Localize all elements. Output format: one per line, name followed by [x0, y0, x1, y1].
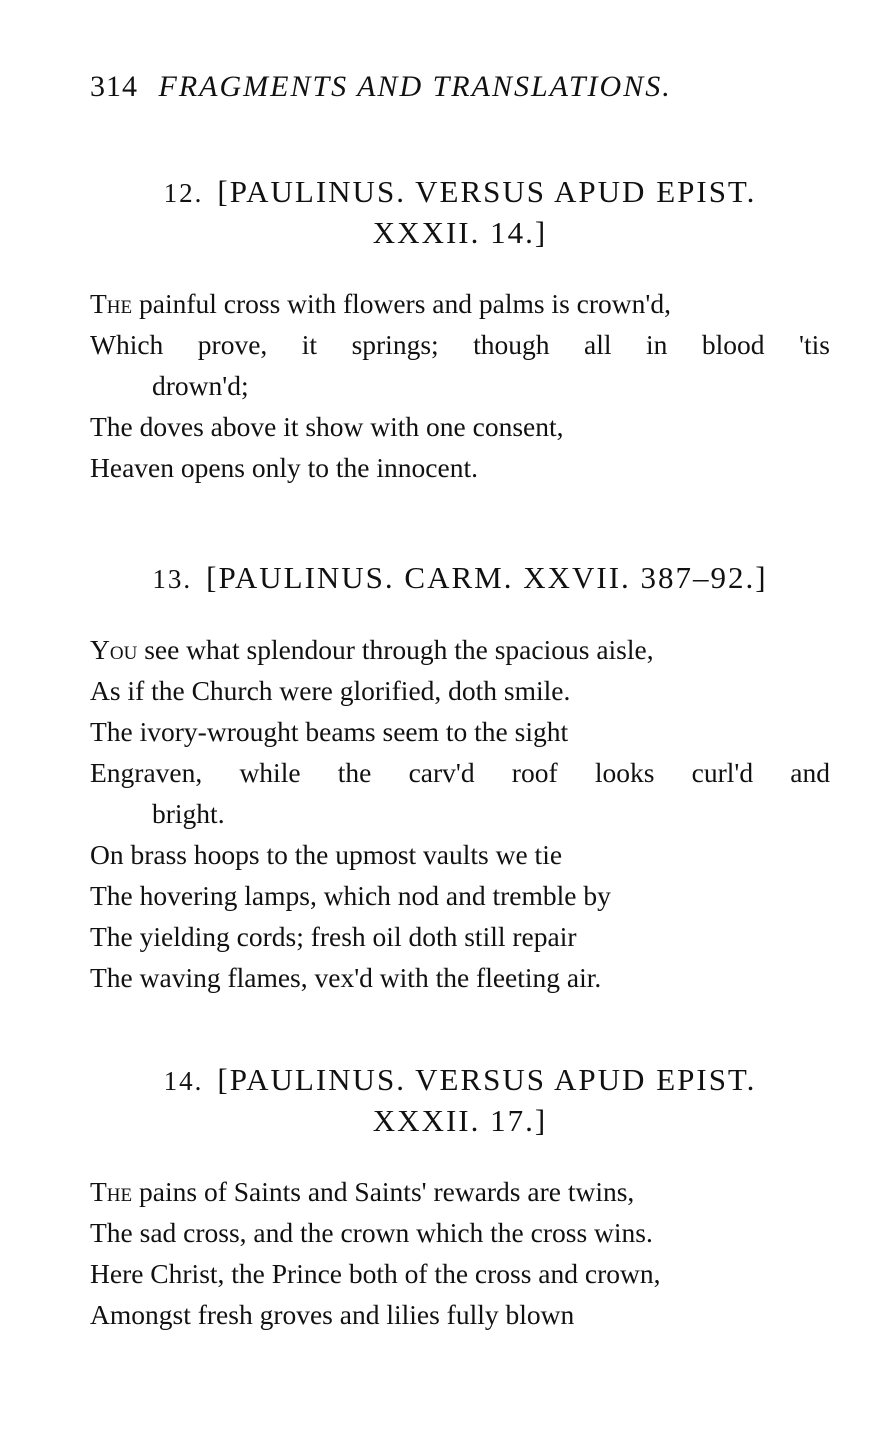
initial-word: The	[90, 288, 133, 319]
page-number: 314	[90, 70, 138, 103]
poem-line: The ivory-wrought beams seem to the sight	[90, 716, 569, 747]
section-heading	[90, 558, 830, 599]
section-heading	[90, 172, 830, 253]
heading-text: [PAULINUS. CARM. XXVII. 387–92.]	[206, 560, 768, 595]
initial-word: You	[90, 634, 138, 665]
poem-line: As if the Church were glorified, doth smile.	[90, 675, 571, 706]
poem-line: The doves above it show with one consent,	[90, 411, 564, 442]
poem-line-continuation: drown'd;	[152, 370, 249, 401]
poem-line: The sad cross, and the crown which the cross wins.	[90, 1217, 653, 1248]
poem-line	[90, 283, 830, 324]
poem	[90, 283, 830, 488]
heading-line-2: XXXII. 14.]	[372, 215, 548, 250]
poem	[90, 1171, 830, 1335]
poem-line: Heaven opens only to the innocent.	[90, 452, 478, 483]
line-text: pains of Saints and Saints' rewards are twins,	[132, 1176, 635, 1207]
poem-line: The waving flames, vex'd with the fleeting air.	[90, 962, 602, 993]
poem	[90, 629, 830, 998]
section-number: 13.	[152, 564, 193, 594]
section-number: 12.	[163, 178, 204, 208]
section-12	[90, 172, 830, 488]
section-14	[90, 1060, 830, 1335]
heading-line-2: XXXII. 17.]	[372, 1103, 548, 1138]
section-heading	[90, 1060, 830, 1141]
poem-line	[90, 629, 830, 670]
poem-line: Here Christ, the Prince both of the cross and crown,	[90, 1258, 661, 1289]
section-13	[90, 558, 830, 998]
poem-line: The yielding cords; fresh oil doth still repair	[90, 921, 577, 952]
heading-line-1	[90, 558, 830, 599]
line-text: see what splendour through the spacious aisle,	[137, 634, 654, 665]
running-title: FRAGMENTS AND TRANSLATIONS.	[158, 70, 672, 103]
running-head	[90, 70, 672, 104]
heading-text: [PAULINUS. VERSUS APUD EPIST.	[217, 1062, 757, 1097]
poem-line-continuation: bright.	[152, 798, 225, 829]
line-text: painful cross with flowers and palms is crown'd,	[132, 288, 671, 319]
heading-line-1	[90, 1060, 830, 1101]
poem-line	[90, 1171, 830, 1212]
initial-word: The	[90, 1176, 133, 1207]
poem-line: Which prove, it springs; though all in blood 'tis	[90, 329, 830, 360]
poem-line: Engraven, while the carv'd roof looks curl'd and	[90, 757, 830, 788]
section-number: 14.	[163, 1066, 204, 1096]
heading-text: [PAULINUS. VERSUS APUD EPIST.	[217, 174, 757, 209]
poem-line: On brass hoops to the upmost vaults we tie	[90, 839, 563, 870]
poem-line: The hovering lamps, which nod and tremble by	[90, 880, 611, 911]
heading-line-1	[90, 172, 830, 213]
poem-line: Amongst fresh groves and lilies fully blown	[90, 1299, 575, 1330]
